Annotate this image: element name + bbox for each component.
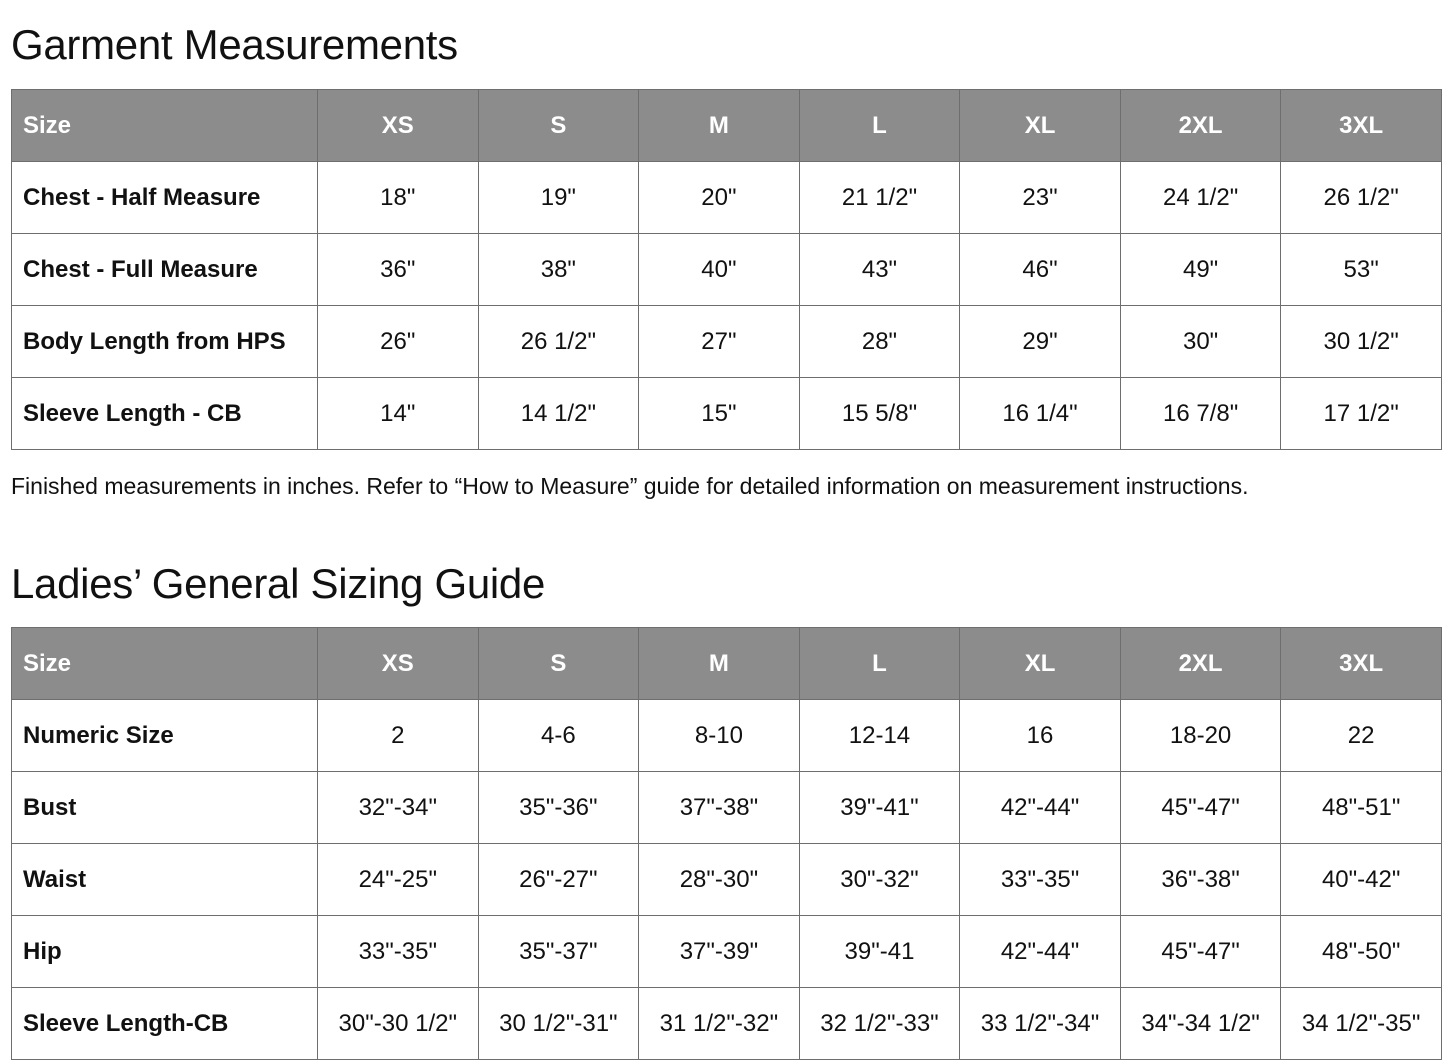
- header-cell-3xl: 3XL: [1281, 90, 1442, 162]
- table-cell: 30 1/2": [1281, 306, 1442, 378]
- table-cell: 27": [639, 306, 800, 378]
- table-cell: 14": [318, 378, 479, 450]
- header-cell-xl: XL: [960, 628, 1121, 700]
- table-cell: 26": [318, 306, 479, 378]
- table-cell: 30": [1120, 306, 1281, 378]
- table-cell: 24"-25": [318, 844, 479, 916]
- header-cell-xl: XL: [960, 90, 1121, 162]
- table-cell: 45"-47": [1120, 916, 1281, 988]
- table-cell: 15": [639, 378, 800, 450]
- table-cell: 46": [960, 234, 1121, 306]
- table-cell: 33 1/2"-34": [960, 988, 1121, 1060]
- ladies-sizing-table: [11, 627, 1442, 1060]
- table-row: [12, 378, 1442, 450]
- garment-measurements-title: Garment Measurements: [11, 21, 458, 68]
- table-cell: 14 1/2": [478, 378, 639, 450]
- header-cell-s: S: [478, 628, 639, 700]
- header-cell-s: S: [478, 90, 639, 162]
- table-cell: 20": [639, 162, 800, 234]
- table-cell: 15 5/8": [799, 378, 960, 450]
- table-header-row: [12, 90, 1442, 162]
- table-row: [12, 772, 1442, 844]
- table-cell: 48"-51": [1281, 772, 1442, 844]
- table-row: [12, 162, 1442, 234]
- table-cell: 30 1/2"-31": [478, 988, 639, 1060]
- table-cell: 36": [318, 234, 479, 306]
- table-row: [12, 844, 1442, 916]
- table-cell: 30"-32": [799, 844, 960, 916]
- table-cell: 32 1/2"-33": [799, 988, 960, 1060]
- table-cell: 26 1/2": [478, 306, 639, 378]
- row-label: Body Length from HPS: [12, 306, 318, 378]
- table-cell: 36"-38": [1120, 844, 1281, 916]
- header-cell-3xl: 3XL: [1281, 628, 1442, 700]
- table-cell: 34"-34 1/2": [1120, 988, 1281, 1060]
- table-cell: 32"-34": [318, 772, 479, 844]
- garment-measurements-table: [11, 89, 1442, 450]
- table-cell: 29": [960, 306, 1121, 378]
- table-cell: 33"-35": [318, 916, 479, 988]
- row-label: Chest - Full Measure: [12, 234, 318, 306]
- row-label: Hip: [12, 916, 318, 988]
- table-row: [12, 988, 1442, 1060]
- table-cell: 35"-36": [478, 772, 639, 844]
- row-label: Numeric Size: [12, 700, 318, 772]
- table-row: [12, 234, 1442, 306]
- row-label: Bust: [12, 772, 318, 844]
- table-cell: 39"-41": [799, 772, 960, 844]
- table-cell: 40": [639, 234, 800, 306]
- header-cell-size: Size: [12, 628, 318, 700]
- table-cell: 24 1/2": [1120, 162, 1281, 234]
- header-cell-size: Size: [12, 90, 318, 162]
- table-cell: 42"-44": [960, 916, 1121, 988]
- table-cell: 30"-30 1/2": [318, 988, 479, 1060]
- header-cell-xs: XS: [318, 90, 479, 162]
- table-cell: 34 1/2"-35": [1281, 988, 1442, 1060]
- table-row: [12, 306, 1442, 378]
- row-label: Sleeve Length - CB: [12, 378, 318, 450]
- table-cell: 12-14: [799, 700, 960, 772]
- ladies-sizing-guide-title: Ladies’ General Sizing Guide: [11, 560, 546, 607]
- table-cell: 18-20: [1120, 700, 1281, 772]
- table-cell: 45"-47": [1120, 772, 1281, 844]
- header-cell-xs: XS: [318, 628, 479, 700]
- table-cell: 8-10: [639, 700, 800, 772]
- table-cell: 18": [318, 162, 479, 234]
- table-cell: 2: [318, 700, 479, 772]
- header-cell-m: M: [639, 628, 800, 700]
- table-cell: 26"-27": [478, 844, 639, 916]
- table-cell: 28"-30": [639, 844, 800, 916]
- table-cell: 42"-44": [960, 772, 1121, 844]
- row-label: Chest - Half Measure: [12, 162, 318, 234]
- table-cell: 4-6: [478, 700, 639, 772]
- table-cell: 43": [799, 234, 960, 306]
- table-cell: 26 1/2": [1281, 162, 1442, 234]
- table-cell: 48"-50": [1281, 916, 1442, 988]
- table-cell: 53": [1281, 234, 1442, 306]
- table-cell: 40"-42": [1281, 844, 1442, 916]
- table-row: [12, 700, 1442, 772]
- table-row: [12, 916, 1442, 988]
- table-cell: 23": [960, 162, 1121, 234]
- table-cell: 16 7/8": [1120, 378, 1281, 450]
- table-cell: 35"-37": [478, 916, 639, 988]
- table-cell: 49": [1120, 234, 1281, 306]
- row-label: Sleeve Length-CB: [12, 988, 318, 1060]
- header-cell-l: L: [799, 628, 960, 700]
- header-cell-2xl: 2XL: [1120, 628, 1281, 700]
- header-cell-l: L: [799, 90, 960, 162]
- table-cell: 31 1/2"-32": [639, 988, 800, 1060]
- table-cell: 37"-38": [639, 772, 800, 844]
- header-cell-m: M: [639, 90, 800, 162]
- table-cell: 16: [960, 700, 1121, 772]
- table-cell: 37"-39": [639, 916, 800, 988]
- table-cell: 16 1/4": [960, 378, 1121, 450]
- table-cell: 28": [799, 306, 960, 378]
- table-cell: 33"-35": [960, 844, 1121, 916]
- table-cell: 39"-41: [799, 916, 960, 988]
- table-cell: 22: [1281, 700, 1442, 772]
- table-cell: 17 1/2": [1281, 378, 1442, 450]
- measurement-note: Finished measurements in inches. Refer to “How to Measure” guide for detailed information on measurement instructions.: [11, 473, 1249, 499]
- header-cell-2xl: 2XL: [1120, 90, 1281, 162]
- row-label: Waist: [12, 844, 318, 916]
- table-header-row: [12, 628, 1442, 700]
- table-cell: 38": [478, 234, 639, 306]
- table-cell: 21 1/2": [799, 162, 960, 234]
- table-cell: 19": [478, 162, 639, 234]
